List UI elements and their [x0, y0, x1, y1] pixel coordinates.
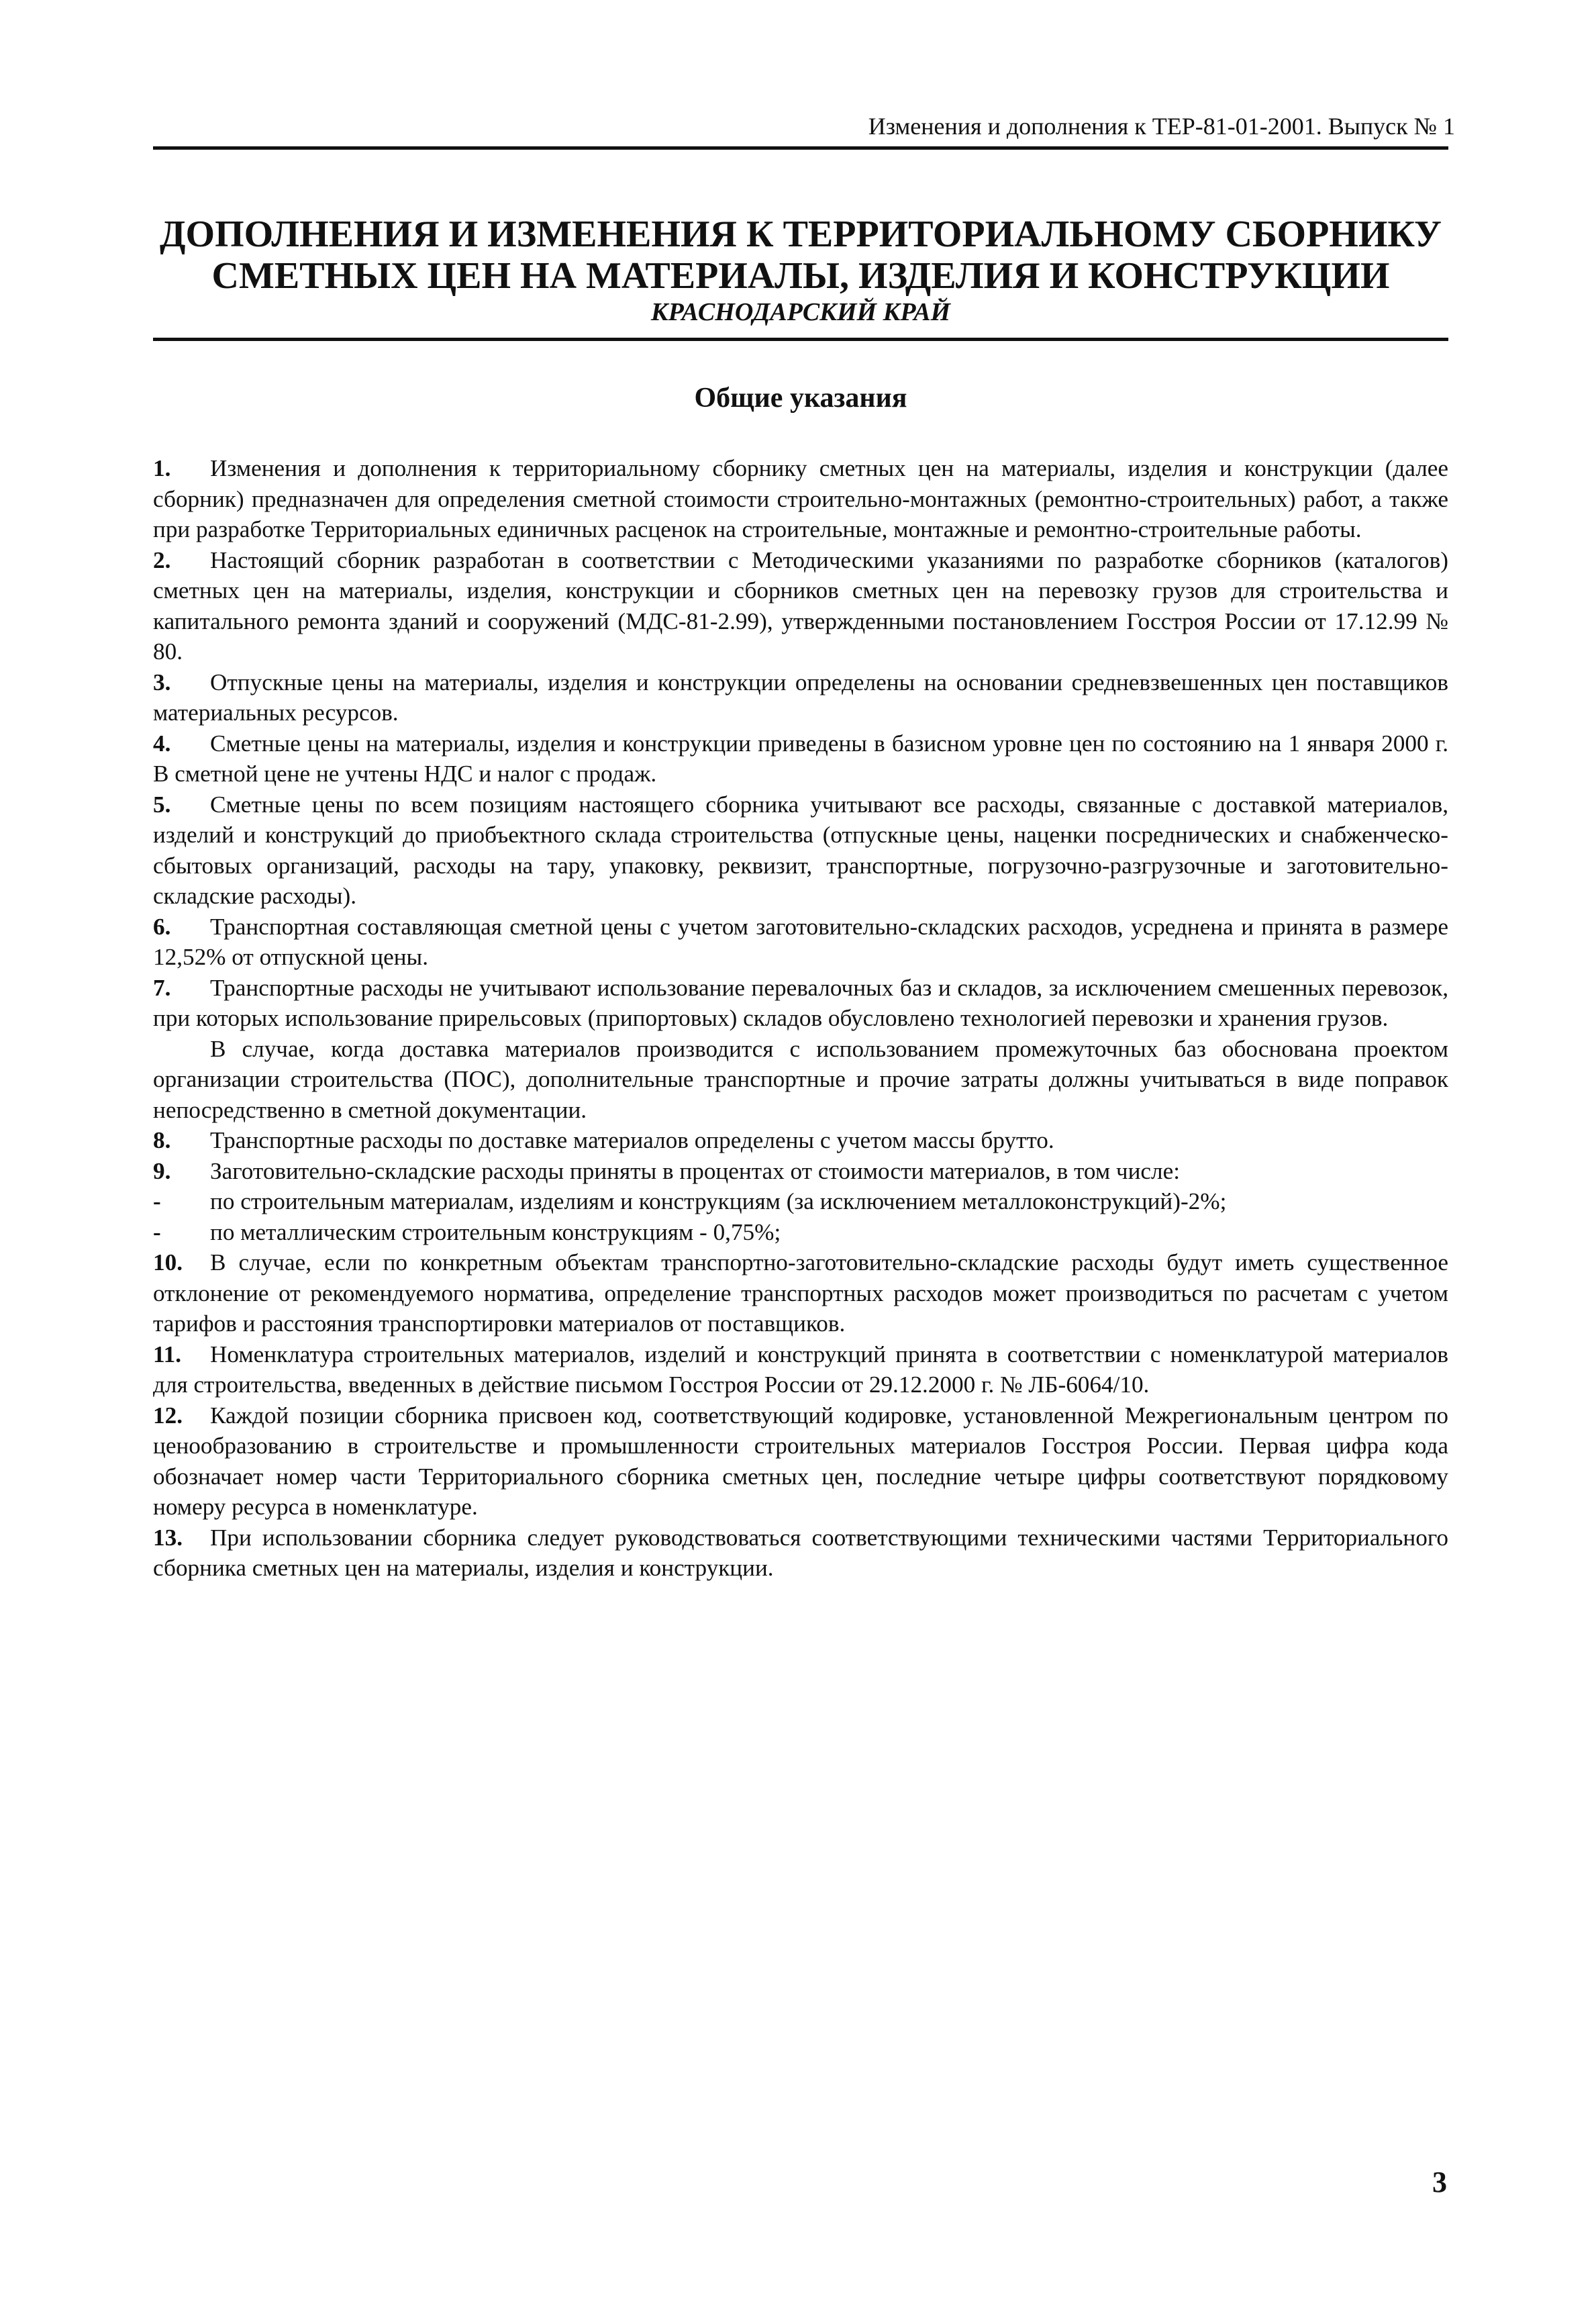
region-subtitle: КРАСНОДАРСКИЙ КРАЙ: [650, 298, 951, 326]
title-line-2: СМЕТНЫХ ЦЕН НА МАТЕРИАЛЫ, ИЗДЕЛИЯ И КОНСТРУКЦИИ: [211, 255, 1390, 297]
paragraph-7: 7. Транспортные расходы не учитывают использование перевалочных баз и складов, за исключением смешенных перевозок, при которых использование прирельсовых (припортовых) складов обусловлено технологией перевозки и хранения грузов.: [153, 974, 1448, 1031]
title-rule: [153, 338, 1448, 341]
paragraph-11: 11. Номенклатура строительных материалов, изделий и конструкций принята в соответствии с номенклатурой материалов для строительства, введенных в действие письмом Госстроя России от 29.12.2000 г. № ЛБ-6064/10.: [153, 1341, 1448, 1398]
section-heading: Общие указания: [694, 383, 907, 414]
header-rule: [153, 146, 1448, 150]
bullet-item: - по металлическим строительным конструкциям - 0,75%;: [153, 1218, 781, 1245]
paragraph-7-continuation: В случае, когда доставка материалов производится с использованием промежуточных баз обоснована проектом организации строительства (ПОС), дополнительные транспортные и прочие затраты должны учитываться в виде поправок непосредственно в сметной документации.: [153, 1035, 1448, 1123]
page-number: 3: [1432, 2166, 1447, 2199]
paragraph-5: 5. Сметные цены по всем позициям настоящего сборника учитывают все расходы, связанные с доставкой материалов, изделий и конструкций до приобъектного склада строительства (отпускные цены, наценки посреднических и снабженческо-сбытовых организаций, расходы на тару, упаковку, реквизит, транспортные, погрузочно-разгрузочные и заготовительно-складские расходы).: [153, 791, 1448, 909]
paragraph-6: 6. Транспортная составляющая сметной цены с учетом заготовительно-складских расходов, усреднена и принята в размере 12,52% от отпускной цены.: [153, 913, 1448, 970]
bullet-item: - по строительным материалам, изделиям и конструкциям (за исключением металлоконструкций)-2%;: [153, 1188, 1227, 1214]
paragraph-9: 9. Заготовительно-складские расходы приняты в процентах от стоимости материалов, в том числе:: [153, 1157, 1181, 1184]
title-line-1: ДОПОЛНЕНИЯ И ИЗМЕНЕНИЯ К ТЕРРИТОРИАЛЬНОМУ СБОРНИКУ: [160, 213, 1442, 255]
paragraph-2: 2. Настоящий сборник разработан в соответствии с Методическими указаниями по разработке сборников (каталогов) сметных цен на материалы, изделия, конструкции и сборников сметных цен на перевозку грузов для строительства и капитального ремонта зданий и сооружений (МДС-81-2.99), утвержденными постановлением Госстроя России от 17.12.99 № 80.: [153, 546, 1448, 665]
running-header: Изменения и дополнения к ТЕР-81-01-2001. Выпуск № 1: [868, 113, 1455, 140]
paragraph-4: 4. Сметные цены на материалы, изделия и конструкции приведены в базисном уровне цен по состоянию на 1 января 2000 г. В сметной цене не учтены НДС и налог с продаж.: [153, 730, 1448, 787]
paragraph-10: 10. В случае, если по конкретным объектам транспортно-заготовительно-складские расходы будут иметь существенное отклонение от рекомендуемого норматива, определение транспортных расходов может производиться по расчетам с учетом тарифов и расстояния транспортировки материалов от поставщиков.: [153, 1249, 1448, 1337]
body-text: [153, 453, 1448, 1584]
paragraph-13: 13. При использовании сборника следует руководствоваться соответствующими техническими частями Территориального сборника сметных цен на материалы, изделия и конструкции.: [153, 1524, 1448, 1581]
paragraph-3: 3. Отпускные цены на материалы, изделия и конструкции определены на основании средневзвешенных цен поставщиков материальных ресурсов.: [153, 669, 1448, 726]
paragraph-8: 8. Транспортные расходы по доставке материалов определены с учетом массы брутто.: [153, 1127, 1054, 1153]
paragraph-1: 1. Изменения и дополнения к территориальному сборнику сметных цен на материалы, изделия и конструкции (далее сборник) предназначен для определения сметной стоимости строительно-монтажных (ремонтно-строительных) работ, а также при разработке Территориальных единичных расценок на строительные, монтажные и ремонтно-строительные работы.: [153, 455, 1448, 542]
paragraph-12: 12. Каждой позиции сборника присвоен код, соответствующий кодировке, установленной Межрегиональным центром по ценообразованию в строительстве и промышленности строительных материалов Госстроя России. Первая цифра кода обозначает номер части Территориального сборника сметных цен, последние четыре цифры соответствуют порядковому номеру ресурса в номенклатуре.: [153, 1402, 1448, 1520]
title-block: [153, 213, 1448, 328]
